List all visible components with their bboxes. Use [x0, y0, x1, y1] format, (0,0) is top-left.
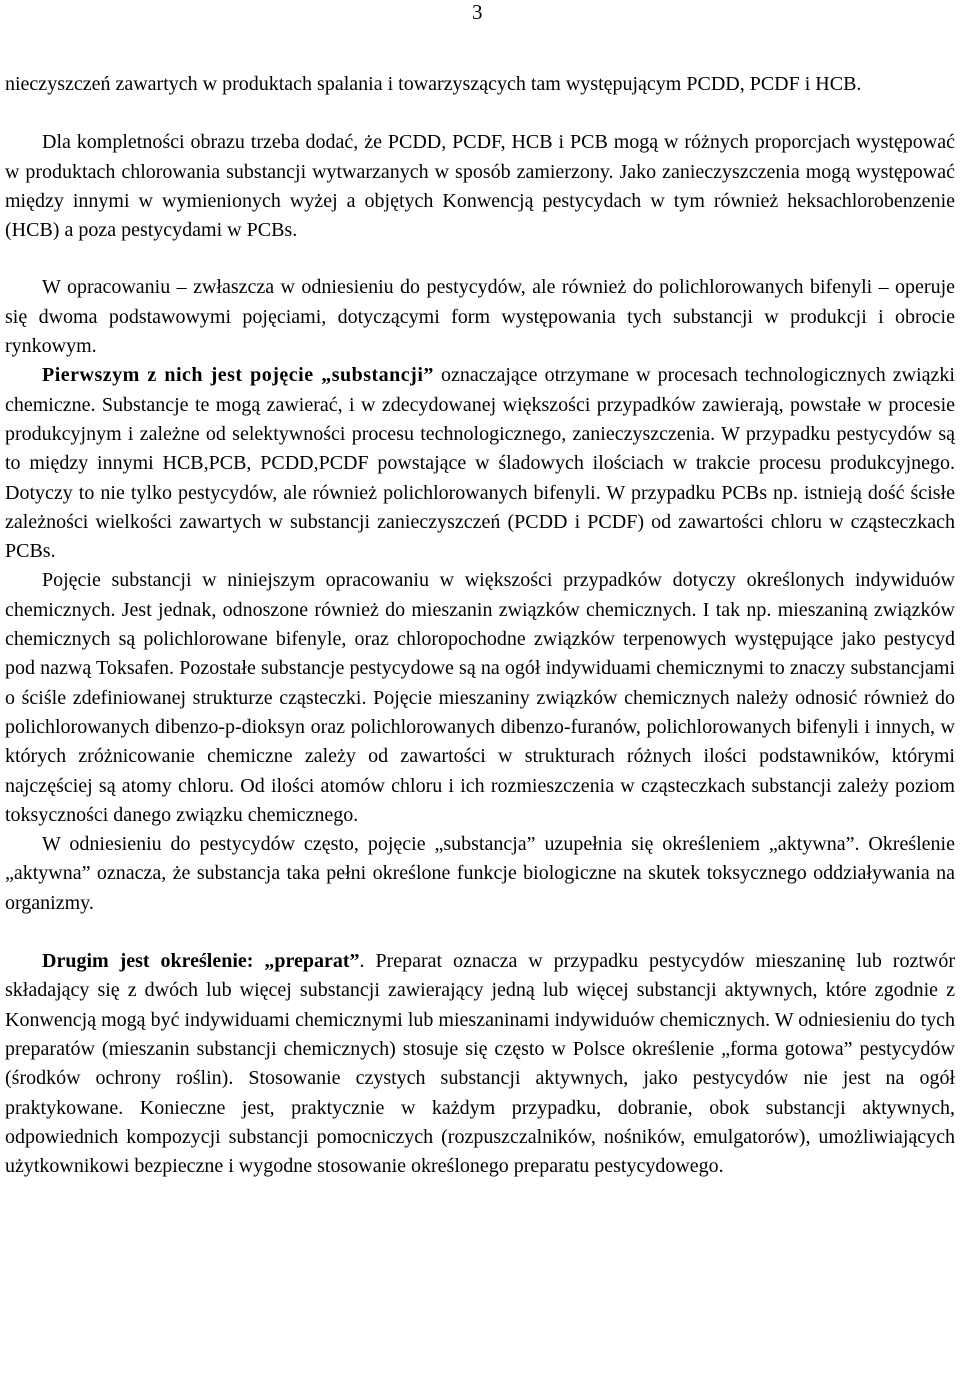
term-substancja-heading: Pierwszym z nich jest pojęcie „substancji”: [42, 364, 434, 387]
paragraph-4-text: oznaczające otrzymane w procesach technologicznych związki chemiczne. Substancje te mogą zawierać, i w zdecydowanej większości przypadków zawierają, powstałe w procesie produkcyjnym i zależne od selektywności procesu technologicznego, zanieczyszczenia. W przypadku pestycydów są to między innymi HCB,PCB, PCDD,PCDF powstające w śladowych ilościach w trakcie procesu produkcyjnego. Dotyczy to nie tylko pestycydów, ale również polichlorowanych bifenyli. W przypadku PCBs np. istnieją dość ścisłe zależności wielkości zawartych w substancji zanieczyszczeń (PCDD i PCDF) od zawartości chloru w cząsteczkach PCBs.: [5, 364, 955, 563]
paragraph-3: [5, 273, 955, 361]
paragraph-6-text: W odniesieniu do pestycydów często, pojęcie „substancja” uzupełnia się określeniem „aktywna”. Określenie „aktywna” oznacza, że substancja taka pełni określone funkcje biologiczne na skutek toksycznego oddziaływania na organizmy.: [5, 833, 955, 914]
paragraph-6: [5, 830, 955, 918]
paragraph-2: [5, 128, 955, 245]
paragraph-4: [5, 361, 955, 566]
paragraph-1: [5, 70, 955, 99]
document-body: [5, 70, 955, 1181]
paragraph-7: [5, 947, 955, 1181]
page-number: 3: [472, 0, 483, 24]
paragraph-7-text: . Preparat oznacza w przypadku pestycydów mieszaninę lub roztwór składający się z dwóch lub więcej substancji zawierający jedną lub więcej substancji aktywnych, które zgodnie z Konwencją mogą być indywiduami chemicznymi lub mieszaninami indywiduów chemicznych. W odniesieniu do tych preparatów (mieszanin substancji chemicznych) stosuje się często w Polsce określenie „forma gotowa” pestycydów (środków ochrony roślin). Stosowanie czystych substancji aktywnych, jako pestycydów nie jest na ogół praktykowane. Konieczne jest, praktycznie w każdym przypadku, dobranie, obok substancji aktywnych, odpowiednich kompozycji substancji pomocniczych (rozpuszczalników, nośników, emulgatorów), umożliwiających użytkownikowi bezpieczne i wygodne stosowanie określonego preparatu pestycydowego.: [5, 950, 956, 1178]
paragraph-2-text: Dla kompletności obrazu trzeba dodać, że PCDD, PCDF, HCB i PCB mogą w różnych proporcjach występować w produktach chlorowania substancji wytwarzanych w sposób zamierzony. Jako zanieczyszczenia mogą występować między innymi w wymienionych wyżej a objętych Konwencją pestycydach w tym również heksachlorobenzenie (HCB) a poza pestycydami w PCBs.: [5, 131, 955, 242]
term-preparat-heading: Drugim jest określenie: „preparat”: [42, 950, 360, 973]
paragraph-3-text: W opracowaniu – zwłaszcza w odniesieniu do pestycydów, ale również do polichlorowanych bifenyli – operuje się dwoma podstawowymi pojęciami, dotyczącymi form występowania tych substancji w produkcji i obrocie rynkowym.: [5, 276, 955, 358]
paragraph-5: [5, 566, 955, 830]
paragraph-5-text: Pojęcie substancji w niniejszym opracowaniu w większości przypadków dotyczy określonych indywiduów chemicznych. Jest jednak, odnoszone również do mieszanin związków chemicznych. I tak np. mieszaniną związków chemicznych są polichlorowane bifenyle, oraz chloropochodne związków terpenowych występujące jako pestycyd pod nazwą Toksafen. Pozostałe substancje pestycydowe są na ogół indywiduami chemicznymi to znaczy substancjami o ściśle zdefiniowanej strukturze cząsteczki. Pojęcie mieszaniny związków chemicznych należy odnosić również do polichlorowanych dibenzo-p-dioksyn oraz polichlorowanych dibenzo-furanów, polichlorowanych bifenyli i innych, w których zróżnicowanie chemiczne zależy od zawartości w strukturach różnych ilości podstawników, którymi najczęściej są atomy chloru. Od ilości atomów chloru i ich rozmieszczenia w cząsteczkach substancji zależy poziom toksyczności danego związku chemicznego.: [5, 569, 955, 826]
paragraph-1-text: nieczyszczeń zawartych w produktach spalania i towarzyszących tam występującym PCDD, PCDF i HCB.: [5, 73, 862, 95]
